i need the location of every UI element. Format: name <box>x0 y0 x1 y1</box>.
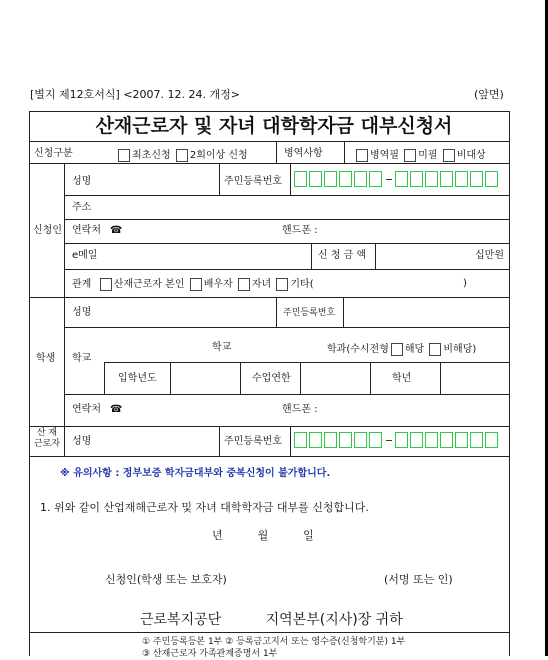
military-done-checkbox[interactable] <box>356 149 368 162</box>
applicant-section-label: 신청인 <box>33 225 62 236</box>
grade-label: 학년 <box>392 373 412 384</box>
sign-note: (서명 또는 인) <box>384 573 453 586</box>
relation-row: 관계 산재근로자 본인 배우자 자녀 기타( <box>72 279 314 290</box>
rule <box>29 111 30 656</box>
rule <box>64 163 65 297</box>
relation-spouse-checkbox[interactable] <box>190 278 202 291</box>
contact-label: 연락처 <box>72 225 101 236</box>
early-admit-yes-checkbox[interactable] <box>391 343 403 356</box>
signer-label: 신청인(학생 또는 보호자) <box>105 573 227 586</box>
rule <box>64 219 509 220</box>
rule <box>219 163 220 195</box>
student-contact-label: 연락처 <box>72 404 101 415</box>
rule <box>240 362 241 394</box>
rule <box>311 243 312 269</box>
first-apply-checkbox[interactable] <box>118 149 130 162</box>
rule <box>290 163 291 195</box>
rule <box>290 426 291 456</box>
rule <box>29 426 509 427</box>
amount-label: 신 청 금 액 <box>318 250 367 261</box>
mobile-label: 핸드폰 : <box>282 225 318 236</box>
phone-icon: ☎ <box>110 225 123 236</box>
address-label: 주소 <box>72 202 92 213</box>
rule <box>375 243 376 269</box>
student-section-label: 학생 <box>36 353 56 364</box>
rule <box>29 141 509 142</box>
rule <box>300 362 301 394</box>
student-rrn-label: 주민등록번호 <box>283 308 336 318</box>
repeat-apply-checkbox[interactable] <box>176 149 188 162</box>
term-label: 수업연한 <box>252 373 291 384</box>
type-label: 신청구분 <box>34 148 73 159</box>
attachments-line-2: ③ 산재근로자 가족관계증명서 1부 <box>142 649 278 659</box>
military-exempt-checkbox[interactable] <box>443 149 455 162</box>
school-label: 학교 <box>212 342 232 353</box>
relation-other-checkbox[interactable] <box>276 278 288 291</box>
worker-rrn-label: 주민등록번호 <box>224 436 282 447</box>
military-options: 병역필 미필 비대상 <box>354 146 486 162</box>
rule <box>64 394 509 395</box>
rule <box>219 426 220 456</box>
rule <box>29 163 509 164</box>
rule <box>104 362 105 394</box>
student-name-label: 성명 <box>72 307 92 318</box>
rule <box>29 111 509 112</box>
applicant-name-label: 성명 <box>72 176 92 187</box>
worker-name-label: 성명 <box>72 436 92 447</box>
military-not-done-checkbox[interactable] <box>404 149 416 162</box>
rule <box>170 362 171 394</box>
rule <box>370 362 371 394</box>
rule <box>343 297 344 327</box>
military-label: 병역사항 <box>284 148 323 159</box>
email-label: e메일 <box>72 250 98 261</box>
relation-close: ) <box>463 278 467 289</box>
attachments-line: ① 주민등록등본 1부 ② 등록금고지서 또는 영수증(신청학기분) 1부 <box>142 637 406 647</box>
applicant-rrn-label: 주민등록번호 <box>224 176 282 187</box>
rule <box>29 297 509 298</box>
page-side: (앞면) <box>474 88 504 101</box>
rule <box>344 141 345 163</box>
form-number: [별지 제12호서식] <2007. 12. 24. 개정> <box>30 88 240 101</box>
rule <box>64 327 509 328</box>
rule <box>64 297 65 426</box>
rule <box>64 426 65 456</box>
rule <box>509 111 510 656</box>
rule <box>104 362 509 363</box>
relation-self-checkbox[interactable] <box>100 278 112 291</box>
early-admit-no-checkbox[interactable] <box>429 343 441 356</box>
statement-text: 1. 위와 같이 산업재해근로자 및 자녀 대학학자금 대부를 신청합니다. <box>40 501 369 514</box>
rule <box>64 243 509 244</box>
recipient-line: 근로복지공단 지역본부(지사)장 귀하 <box>140 612 403 628</box>
entry-year-label: 입학년도 <box>118 373 157 384</box>
student-mobile-label: 핸드폰 : <box>282 404 318 415</box>
rule <box>64 195 509 196</box>
rule <box>276 297 277 327</box>
school-section-label: 학교 <box>72 353 92 364</box>
student-phone-icon: ☎ <box>110 404 123 415</box>
department-row: 학과(수시전형 해당 비해당) <box>327 344 477 355</box>
rule <box>276 141 277 163</box>
type-options: 최초신청 2회이상 신청 <box>116 146 248 162</box>
rule <box>64 269 509 270</box>
form-title: 산재근로자 및 자녀 대학학자금 대부신청서 <box>95 115 453 137</box>
relation-child-checkbox[interactable] <box>238 278 250 291</box>
rule <box>29 456 509 457</box>
amount-unit: 십만원 <box>475 250 504 261</box>
notice-text: ※ 유의사항 : 정부보증 학자금대부와 중복신청이 불가합니다. <box>60 468 331 479</box>
rule <box>440 362 441 394</box>
rule <box>29 632 509 633</box>
worker-section-label: 산 재 근로자 <box>33 428 61 449</box>
date-line: 년 월 일 <box>212 529 314 542</box>
